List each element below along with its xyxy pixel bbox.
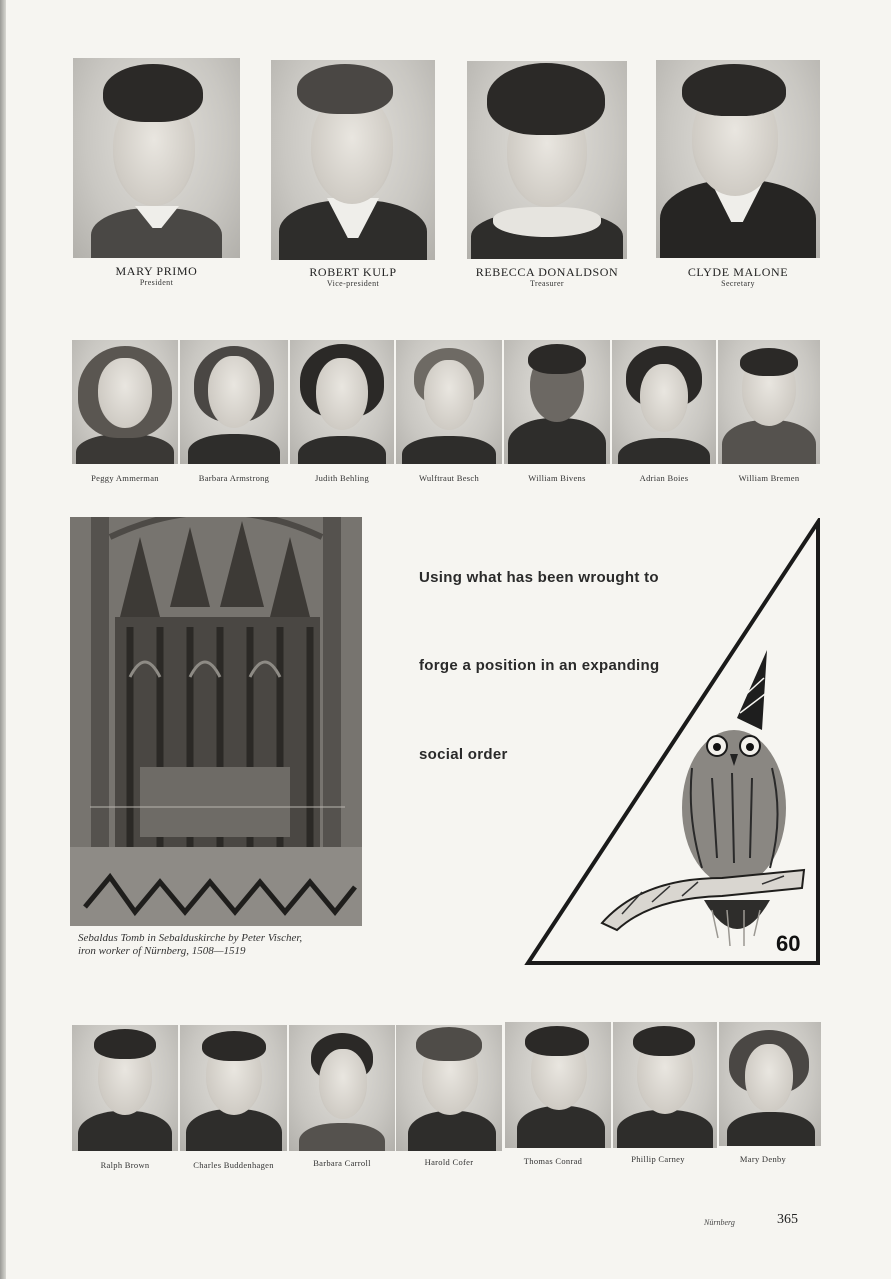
officer-name: ROBERT KULP bbox=[309, 265, 397, 279]
portrait-photo bbox=[180, 1025, 287, 1151]
student-name: Peggy Ammerman bbox=[91, 473, 159, 483]
portrait-photo bbox=[72, 340, 178, 464]
portrait-photo bbox=[396, 1025, 502, 1151]
tagline-line-2: forge a position in an expanding bbox=[419, 657, 660, 674]
student-name: Thomas Conrad bbox=[523, 1156, 583, 1166]
student-name: Adrian Boies bbox=[639, 473, 689, 483]
student-name: Mary Denby bbox=[739, 1154, 787, 1164]
student-name: William Bivens bbox=[528, 473, 586, 483]
portrait-photo bbox=[289, 1025, 395, 1151]
student-name: Charles Buddenhagen bbox=[193, 1160, 274, 1170]
portrait-photo bbox=[290, 340, 394, 464]
branch-icon bbox=[602, 870, 804, 930]
portrait-photo bbox=[719, 1022, 821, 1146]
portrait-photo bbox=[180, 340, 288, 464]
tomb-caption-line-2: iron worker of Nürnberg, 1508—1519 bbox=[78, 945, 246, 957]
tomb-caption-line-1: Sebaldus Tomb in Sebalduskirche by Peter Vischer, bbox=[78, 932, 303, 944]
footer-section-name: Nürnberg bbox=[704, 1218, 735, 1227]
student-name: Ralph Brown bbox=[100, 1160, 150, 1170]
officer-title: Secretary bbox=[721, 279, 755, 288]
tagline-line-1: Using what has been wrought to bbox=[419, 569, 659, 586]
officer-photo-secretary bbox=[656, 60, 820, 258]
officer-photo-vice-president bbox=[271, 60, 435, 260]
portrait-photo bbox=[72, 1025, 178, 1151]
student-name: Judith Behling bbox=[314, 473, 370, 483]
portrait-photo bbox=[613, 1022, 717, 1148]
owl-icon bbox=[682, 650, 786, 946]
officer-photo-treasurer bbox=[467, 61, 627, 259]
officer-title: President bbox=[139, 278, 174, 287]
portrait-photo bbox=[612, 340, 716, 464]
portrait-photo bbox=[504, 340, 610, 464]
officer-name: CLYDE MALONE bbox=[687, 265, 789, 279]
student-name: Wulftraut Besch bbox=[418, 473, 480, 483]
officer-name: MARY PRIMO bbox=[115, 264, 198, 278]
owl-triangle-illustration bbox=[522, 518, 822, 968]
student-name: William Bremen bbox=[738, 473, 800, 483]
student-name: Phillip Carney bbox=[631, 1154, 685, 1164]
student-name: Barbara Armstrong bbox=[198, 473, 270, 483]
portrait-photo bbox=[718, 340, 820, 464]
portrait-photo bbox=[505, 1022, 611, 1148]
portrait-photo bbox=[396, 340, 502, 464]
tomb-caption bbox=[78, 932, 378, 958]
student-name: Barbara Carroll bbox=[313, 1158, 371, 1168]
page-binding-edge bbox=[0, 0, 6, 1279]
tagline-line-3: social order bbox=[419, 746, 508, 763]
officer-name: REBECCA DONALDSON bbox=[475, 265, 619, 279]
officer-photo-president bbox=[73, 58, 240, 258]
sebaldus-tomb-photo bbox=[70, 517, 362, 926]
officer-title: Vice-president bbox=[326, 279, 380, 288]
year-mark: 60 bbox=[776, 931, 801, 956]
officer-title: Treasurer bbox=[530, 279, 564, 288]
student-name: Harold Cofer bbox=[424, 1157, 474, 1167]
page-number: 365 bbox=[777, 1212, 798, 1227]
